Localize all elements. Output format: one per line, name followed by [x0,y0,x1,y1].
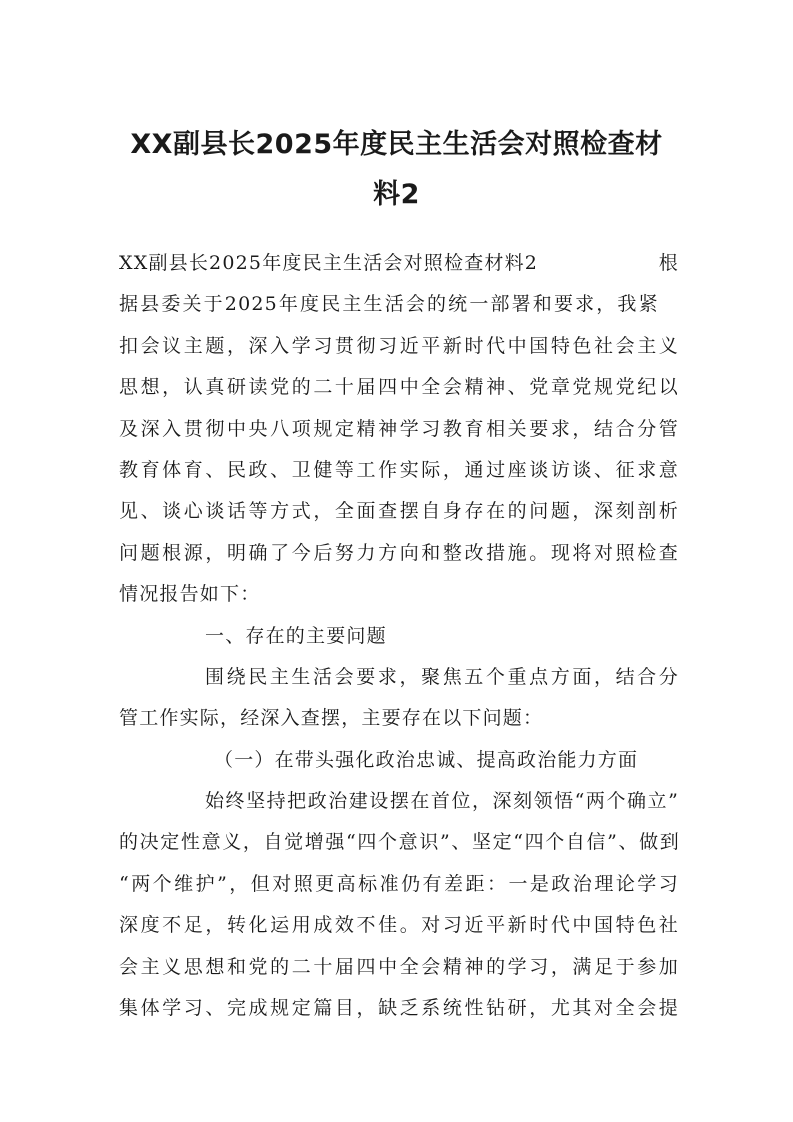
paragraph1-line-0: 根 [658,252,679,274]
intro-title-repeat: XX副县长2025年度民主生活会对照检查材料2 [119,252,539,274]
paragraph1-line-7: 问题根源，明确了今后努力方向和整改措施。现将对照检查 [119,541,679,564]
intro-line [119,243,679,284]
paragraph1-line-5: 教育体育、民政、卫健等工作实际，通过座谈访谈、征求意 [119,458,679,481]
paragraph3-line-0: 始终坚持把政治建设摆在首位，深刻领悟“两个确立” [205,790,679,813]
subsection1-heading: （一）在带头强化政治忠诚、提高政治能力方面 [214,748,639,771]
paragraph2-line-0: 围绕民主生活会要求，聚焦五个重点方面，结合分 [205,665,679,688]
paragraph3-line-4: 会主义思想和党的二十届四中全会精神的学习，满足于参加 [119,955,679,978]
paragraph1-line-1: 据县委关于2025年度民主生活会的统一部署和要求，我紧 [119,293,659,316]
paragraph3-line-1: 的决定性意义，自觉增强“四个意识”、坚定“四个自信”、做到 [119,831,679,854]
paragraph3-line-2: “两个维护”，但对照更高标准仍有差距：一是政治理论学习 [119,872,679,895]
paragraph1-line-3: 思想，认真研读党的二十届四中全会精神、党章党规党纪以 [119,376,679,399]
paragraph1-line-8: 情况报告如下： [119,583,261,606]
paragraph3-line-3: 深度不足，转化运用成效不佳。对习近平新时代中国特色社 [119,914,679,937]
paragraph1-line-2: 扣会议主题，深入学习贯彻习近平新时代中国特色社会主义 [119,334,679,357]
section1-heading: 一、存在的主要问题 [205,624,387,647]
document-title-line-1: XX副县长2025年度民主生活会对照检查材 [130,129,663,160]
paragraph2-line-1: 管工作实际，经深入查摆，主要存在以下问题： [119,707,544,730]
document-body [119,243,679,1029]
paragraph3-line-5: 集体学习、完成规定篇目，缺乏系统性钻研，尤其对全会提 [119,997,679,1020]
paragraph1-line-6: 见、谈心谈话等方式，全面查摆自身存在的问题，深刻剖析 [119,500,679,523]
paragraph1-line-4: 及深入贯彻中央八项规定精神学习教育相关要求，结合分管 [119,417,679,440]
document-title-line-2: 料2 [373,179,420,210]
